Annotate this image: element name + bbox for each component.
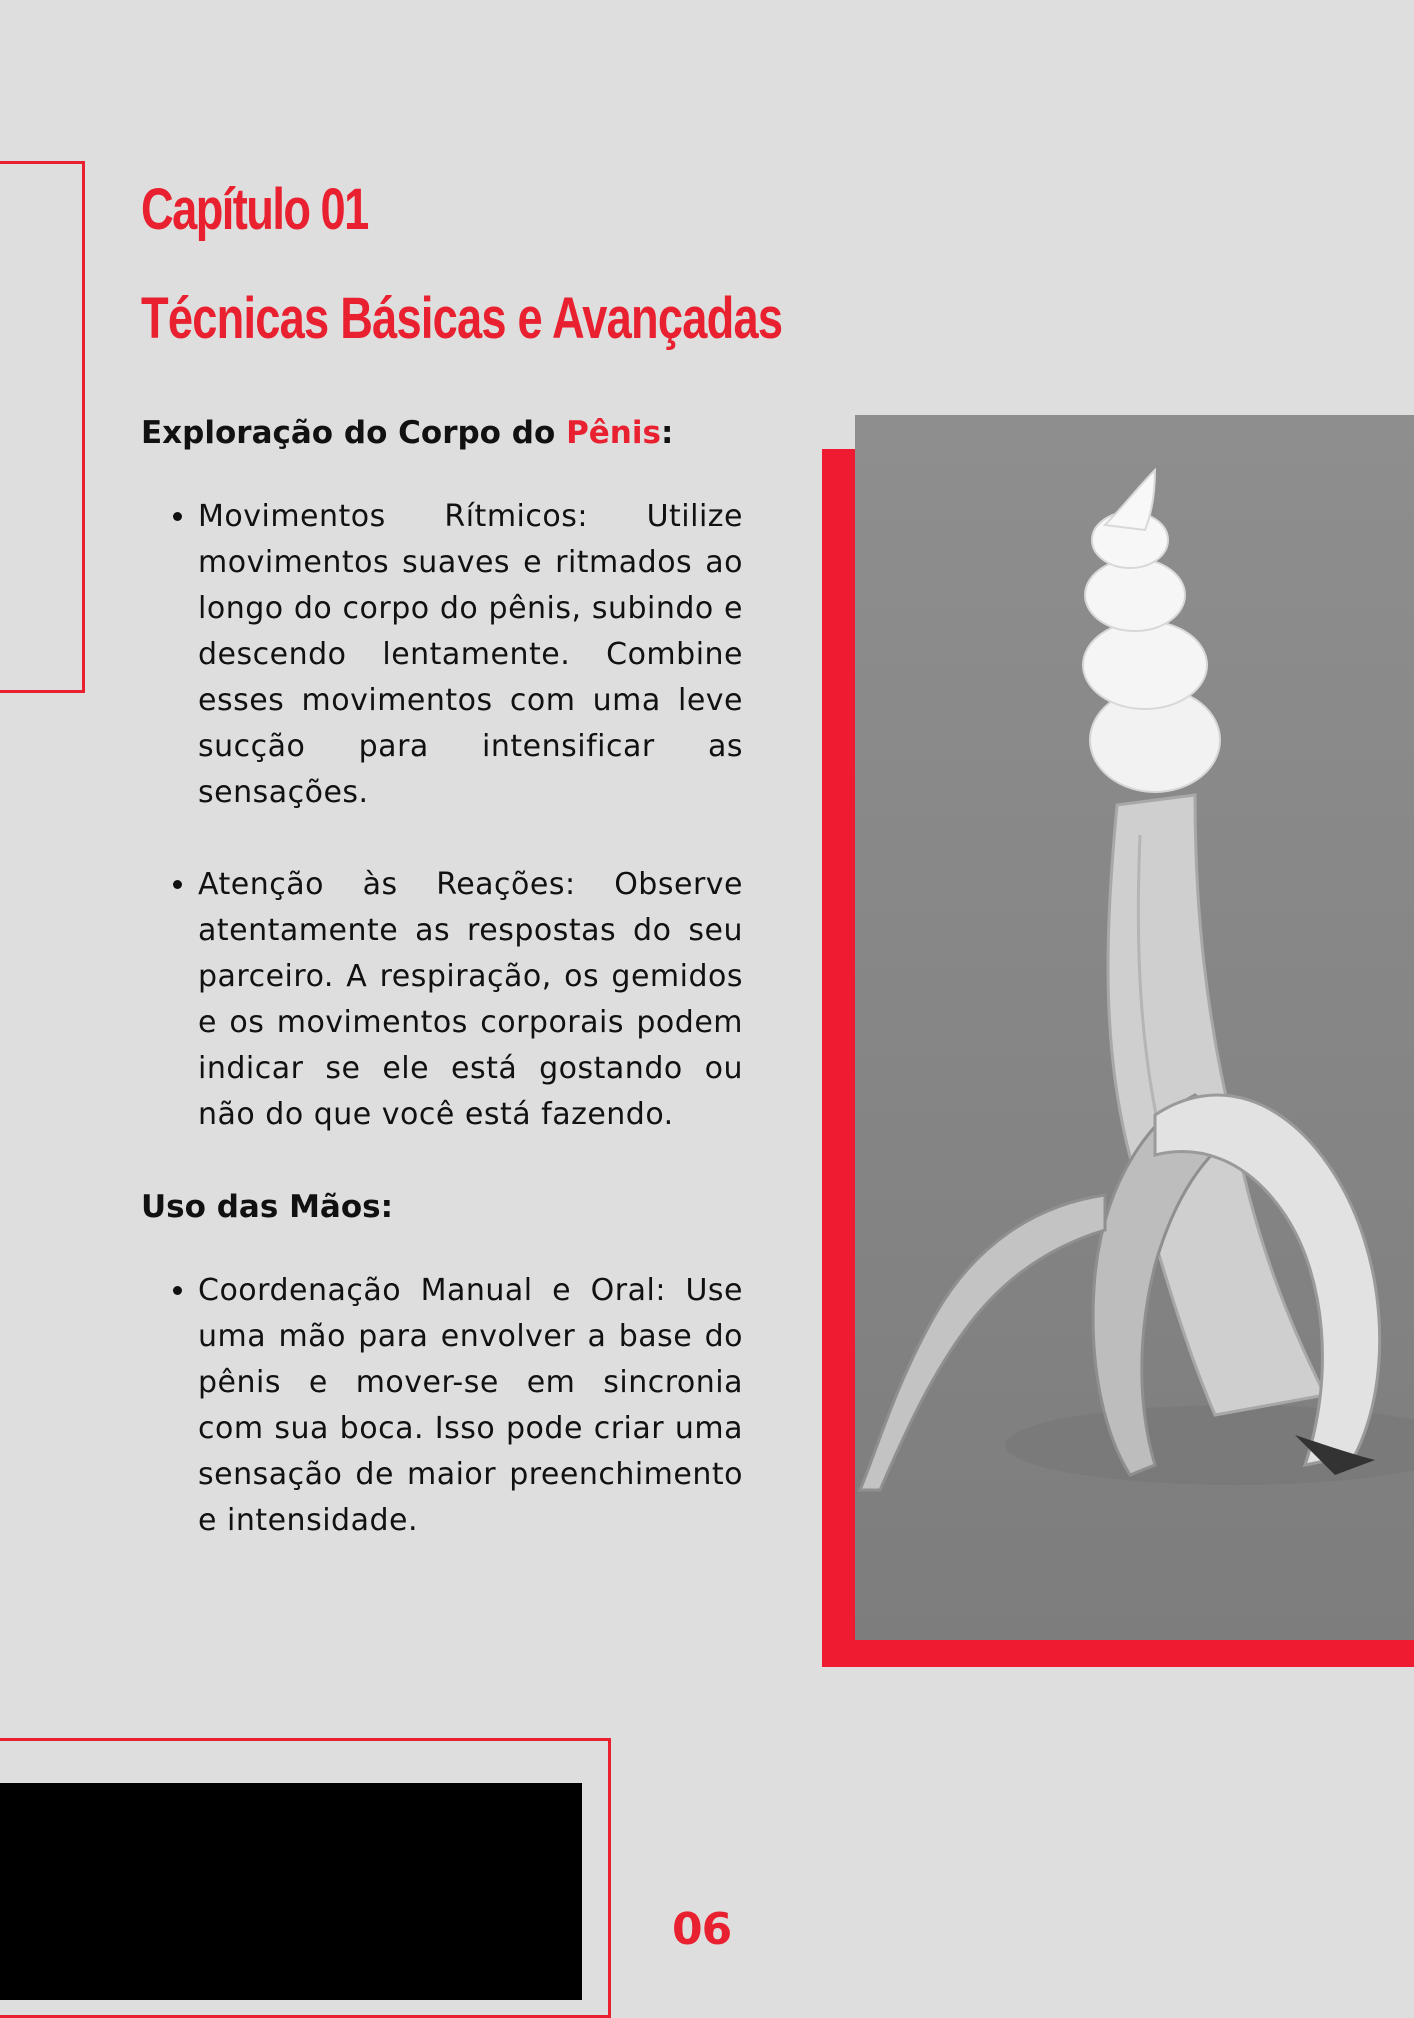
page-title: Técnicas Básicas e Avançadas: [141, 286, 783, 351]
chapter-label: Capítulo 01: [141, 177, 368, 242]
list-item: • Coordenação Manual e Oral: Use uma mão para envolver a base do pênis e mover-se em sincronia com sua boca. Isso pode criar uma sensação de maior preenchimento e intensidade.: [198, 1268, 743, 1544]
bullet-list-exploracao: [141, 494, 743, 1138]
bullet-list-maos: [141, 1268, 743, 1544]
list-item: • Atenção às Reações: Observe atentamente as respostas do seu parceiro. A respiração, os gemidos e os movimentos corporais podem indicar se ele está gostando ou não do que você está fazendo.: [198, 862, 743, 1138]
section-heading-maos: Uso das Mãos:: [141, 1189, 393, 1225]
heading-accent-word: Pênis: [566, 415, 661, 451]
banana-illustration: [855, 415, 1414, 1640]
list-item: • Movimentos Rítmicos: Utilize movimentos suaves e ritmados ao longo do corpo do pênis, subindo e descendo lentamente. Combine esses movimentos com uma leve sucção para intensificar as sensações.: [198, 494, 743, 816]
heading-colon: :: [660, 415, 674, 451]
decorative-black-block: [0, 1783, 582, 2000]
section-heading-exploracao: [141, 410, 743, 456]
banana-photo: [855, 415, 1414, 1640]
page-number: 06: [672, 1904, 732, 1955]
body-text: [141, 410, 743, 1590]
heading-text: Exploração do Corpo do: [141, 415, 567, 451]
decorative-frame-top: [0, 161, 85, 693]
